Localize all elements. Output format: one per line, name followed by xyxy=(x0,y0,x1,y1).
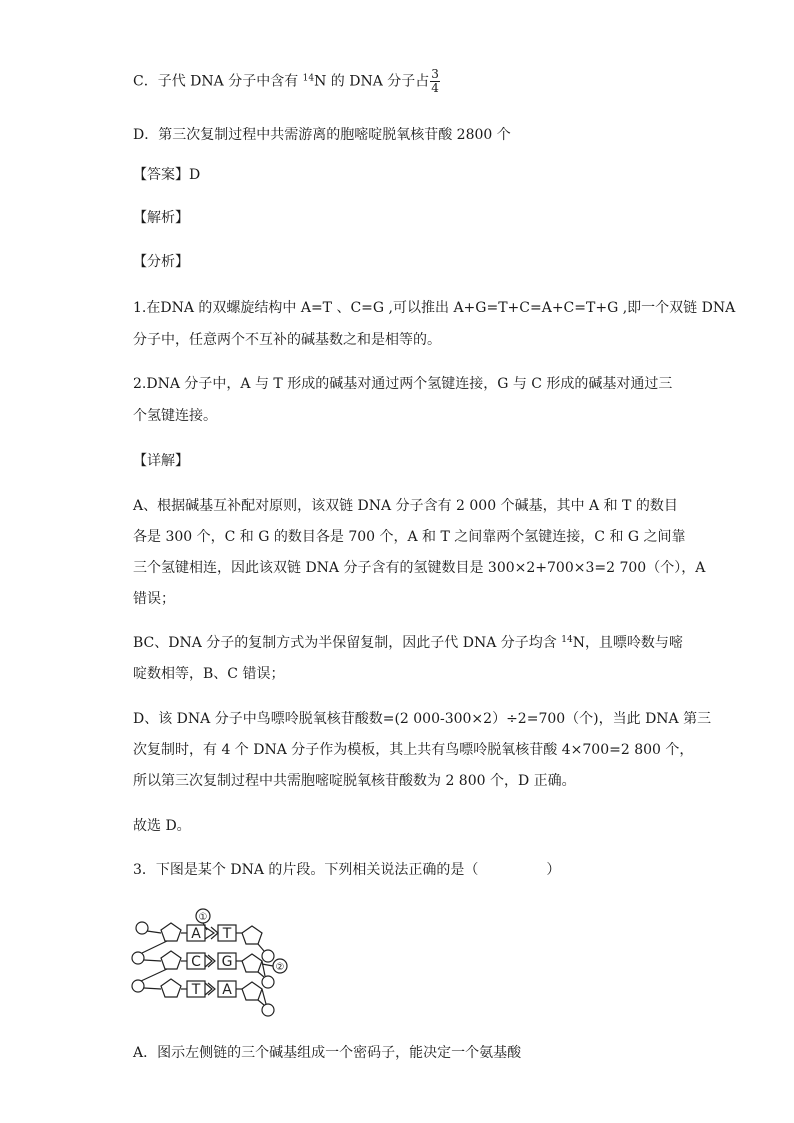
detail-d-line3: 所以第三次复制过程中共需胞嘧啶脱氧核苷酸数为 2 800 个，D 正确。 xyxy=(133,773,576,789)
phosphate-left-3 xyxy=(132,980,144,992)
question-3-close: ） xyxy=(546,862,561,878)
phosphate-right-2 xyxy=(262,976,274,988)
sugar-right-3 xyxy=(242,982,262,1000)
sugar-left-1 xyxy=(161,923,181,941)
detail-bc-superscript: 14 xyxy=(561,635,573,645)
detail-a-line4: 错误； xyxy=(133,591,175,607)
option-c-superscript: 14 xyxy=(302,73,315,84)
base-label-left-3: T xyxy=(191,982,201,998)
phosphate-right-1 xyxy=(262,950,274,962)
option-c-mid: N 的 DNA 分子占 xyxy=(314,73,430,90)
question-3-stem: 3．下图是某个 DNA 的片段。下列相关说法正确的是（ xyxy=(133,862,479,878)
option-c xyxy=(133,68,440,95)
marker-1-label: ① xyxy=(198,912,208,923)
option-d: D．第三次复制过程中共需游离的胞嘧啶脱氧核苷酸 2800 个 xyxy=(133,127,511,143)
question-3 xyxy=(133,860,560,880)
analysis-heading: 【解析】 xyxy=(133,210,189,226)
fraction xyxy=(430,68,440,95)
detail-heading: 【详解】 xyxy=(133,453,189,469)
base-label-left-1: A xyxy=(191,926,201,942)
detail-d-line2: 次复制时，有 4 个 DNA 分子作为模板，其上共有鸟嘌呤脱氧核苷酸 4×700=2 800 个， xyxy=(133,742,694,758)
option-3a: A．图示左侧链的三个碱基组成一个密码子，能决定一个氨基酸 xyxy=(133,1045,522,1061)
sugar-right-2 xyxy=(242,954,262,972)
fraction-numerator: 3 xyxy=(431,67,439,81)
base-label-right-1: T xyxy=(222,926,232,942)
sugar-left-2 xyxy=(161,951,181,969)
detail-a-line2: 各是 300 个，C 和 G 的数目各是 700 个，A 和 T 之间靠两个氢键连接，C 和 G 之间靠 xyxy=(133,529,686,545)
fenxi-heading: 【分析】 xyxy=(133,254,189,270)
detail-d-line1: D、该 DNA 分子中鸟嘌呤脱氧核苷酸数=(2 000-300×2）÷2=700（个)，当此 DNA 第三 xyxy=(133,711,712,727)
answer: 【答案】D xyxy=(133,167,201,183)
dna-fragment-diagram xyxy=(128,906,298,1021)
phosphate-right-3 xyxy=(262,1004,274,1016)
conclusion: 故选 D。 xyxy=(133,818,191,834)
detail-bc-prefix: BC、DNA 分子的复制方式为半保留复制，因此子代 DNA 分子均含 xyxy=(133,635,562,651)
fraction-denominator: 4 xyxy=(431,81,439,95)
point2-line1: 2.DNA 分子中，A 与 T 形成的碱基对通过两个氢键连接，G 与 C 形成的碱基对通过三 xyxy=(133,376,673,392)
phosphate-left-1 xyxy=(136,922,148,934)
detail-a-line1: A、根据碱基互补配对原则，该双链 DNA 分子含有 2 000 个碱基，其中 A 和 T 的数目 xyxy=(133,498,678,514)
marker-2-label: ② xyxy=(275,962,285,973)
point1-line2: 分子中，任意两个不互补的碱基数之和是相等的。 xyxy=(133,332,441,348)
base-label-right-3: A xyxy=(222,982,232,998)
detail-bc-suffix: N，且嘌呤数与嘧 xyxy=(572,635,683,651)
sugar-right-1 xyxy=(242,926,262,944)
phosphate-left-2 xyxy=(132,952,144,964)
detail-a-line3: 三个氢键相连，因此该双链 DNA 分子含有的氢键数目是 300×2+700×3=2 700（个），A xyxy=(133,560,706,576)
point2-line2: 个氢键连接。 xyxy=(133,408,217,424)
base-label-right-2: G xyxy=(221,954,233,970)
point1-line1: 1.在DNA 的双螺旋结构中 A=T 、C=G ,可以推出 A+G=T+C=A+C=T+G ,即一个双链 DNA xyxy=(133,300,736,316)
base-label-left-2: C xyxy=(191,954,201,970)
detail-bc-line2: 啶数相等，B、C 错误； xyxy=(133,666,285,682)
detail-bc-line1 xyxy=(133,633,683,653)
sugar-left-3 xyxy=(161,979,181,997)
option-c-prefix: C．子代 DNA 分子中含有 xyxy=(133,73,303,90)
